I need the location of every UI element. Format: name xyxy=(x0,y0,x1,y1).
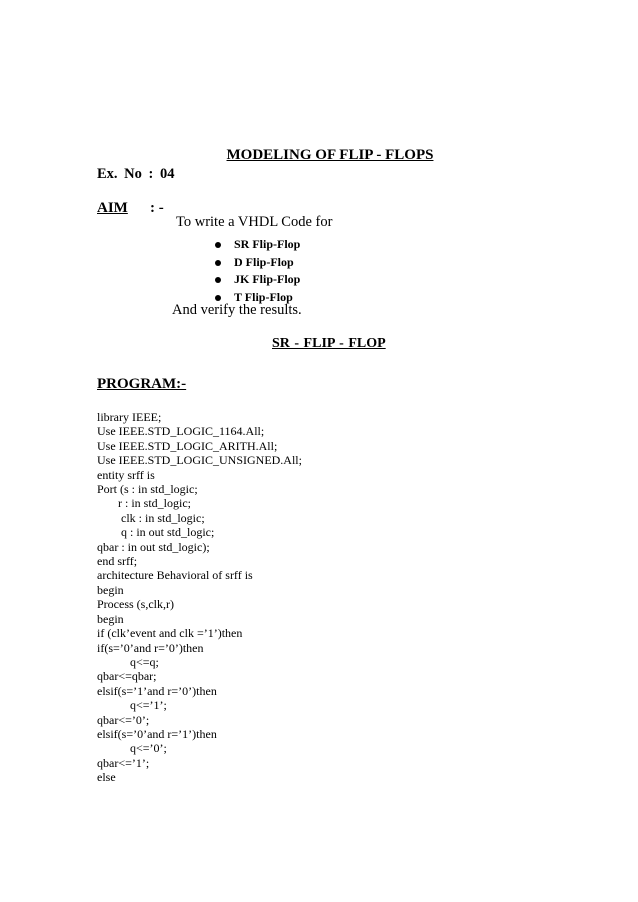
aim-item-label: SR Flip-Flop xyxy=(234,237,301,251)
bullet-icon xyxy=(215,260,221,266)
code-line: clk : in std_logic; xyxy=(97,510,205,525)
code-line: elsif(s=’1’and r=’0’)then xyxy=(97,683,217,698)
code-line: if(s=’0’and r=’0’)then xyxy=(97,640,204,655)
aim-list xyxy=(215,236,300,306)
code-line: r : in std_logic; xyxy=(97,496,191,511)
aim-list-item xyxy=(215,236,300,254)
verify-text: And verify the results. xyxy=(172,302,302,318)
code-line: elsif(s=’0’and r=’1’)then xyxy=(97,726,217,741)
section-title: SR - FLIP - FLOP xyxy=(272,336,386,351)
code-line: qbar : in out std_logic); xyxy=(97,539,210,554)
code-line: Port (s : in std_logic; xyxy=(97,482,198,497)
aim-item-label: JK Flip-Flop xyxy=(234,272,301,286)
code-line: qbar<=qbar; xyxy=(97,669,157,684)
code-line: Process (s,clk,r) xyxy=(97,597,174,612)
code-line: begin xyxy=(97,611,124,626)
code-line: q<=’0’; xyxy=(97,741,167,756)
code-line: Use IEEE.STD_LOGIC_ARITH.All; xyxy=(97,438,278,453)
code-line: q : in out std_logic; xyxy=(97,525,215,540)
aim-list-item xyxy=(215,271,300,289)
program-label: PROGRAM:- xyxy=(97,376,187,392)
code-line: library IEEE; xyxy=(97,410,162,424)
bullet-icon xyxy=(215,242,221,248)
aim-item-label: D Flip-Flop xyxy=(234,254,294,269)
code-line: begin xyxy=(97,582,124,597)
code-line: Use IEEE.STD_LOGIC_1164.All; xyxy=(97,424,265,439)
code-line: end srff; xyxy=(97,554,138,569)
code-line: if (clk’event and clk =’1’)then xyxy=(97,626,243,641)
code-line: entity srff is xyxy=(97,467,155,482)
code-line: qbar<=’0’; xyxy=(97,712,150,727)
code-line: q<=’1’; xyxy=(97,698,167,713)
aim-separator: : - xyxy=(150,200,164,216)
bullet-icon xyxy=(215,295,221,301)
bullet-icon xyxy=(215,277,221,283)
code-block xyxy=(97,410,302,785)
code-line: q<=q; xyxy=(97,654,159,669)
aim-text: To write a VHDL Code for xyxy=(176,214,333,230)
exercise-number: Ex. No : 04 xyxy=(97,166,175,182)
document-title: MODELING OF FLIP - FLOPS xyxy=(226,147,434,163)
code-line: qbar<=’1’; xyxy=(97,755,150,770)
code-line: Use IEEE.STD_LOGIC_UNSIGNED.All; xyxy=(97,453,302,468)
code-line: architecture Behavioral of srff is xyxy=(97,568,253,583)
aim-list-item xyxy=(215,254,300,272)
aim-item-label: T Flip-Flop xyxy=(234,289,293,304)
aim-label: AIM xyxy=(97,200,128,216)
code-line: else xyxy=(97,770,116,785)
